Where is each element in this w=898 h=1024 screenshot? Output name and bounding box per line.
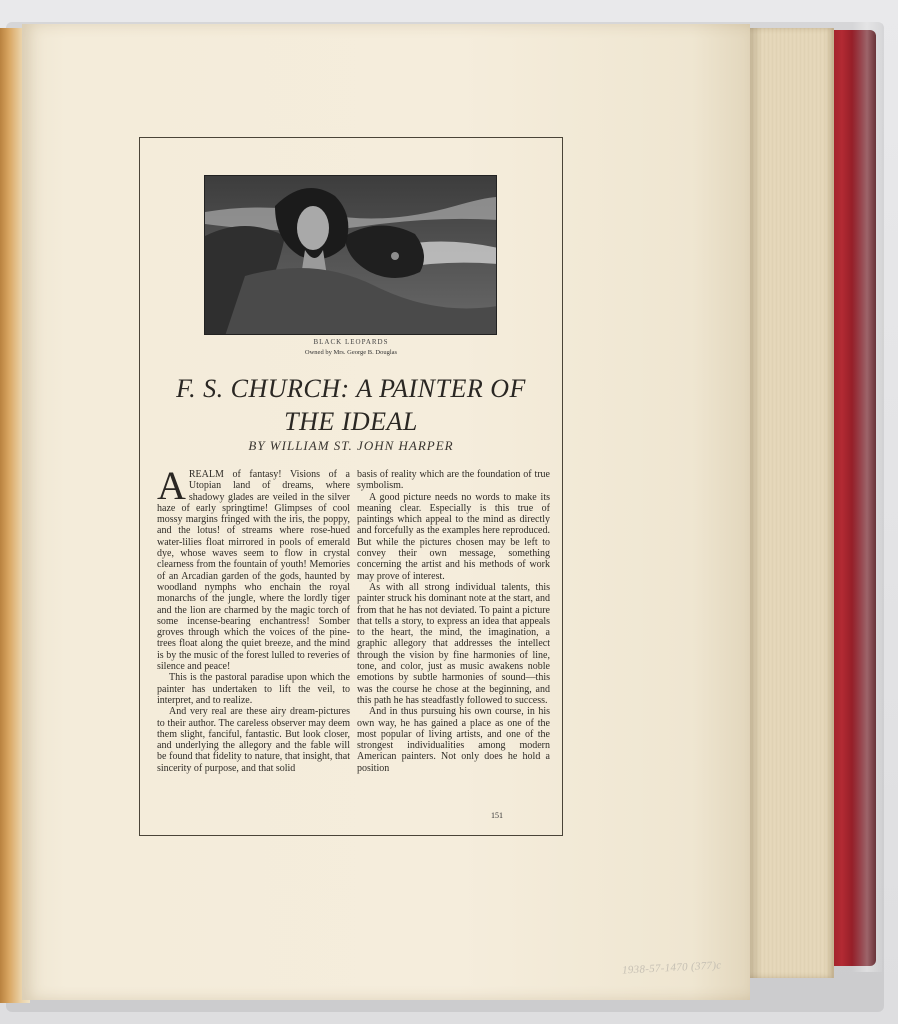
article-column-right [357, 469, 550, 774]
page-number: 151 [491, 811, 503, 820]
paragraph: This is the pastoral paradise upon which the painter has undertaken to lift the veil, to interpret, and to realize. [157, 672, 350, 706]
article-column-left [157, 463, 350, 774]
article-title-line-1: F. S. CHURCH: A PAINTER OF [176, 374, 526, 403]
paragraph: And very real are these airy dream-pictures to their author. The careless observer may deem them slight, fanciful, fantastic. But look closer, and underlying the allegory and the fable will be found that fidelity to nature, that insight, that sincerity of purpose, and that solid [157, 706, 350, 774]
article-title [139, 372, 563, 438]
paragraph-text: REALM of fantasy! Visions of a Utopian land of dreams, where shadowy glades are veiled in the silver haze of early springtime! Glimpses of cool mossy margins fringed with the iris, the poppy, and the lotus! of streams where rose-hued water-lilies float mirrored in pools of emerald dye, whose waves seem to flow in crystal clearness from the fountain of youth! Memories of an Arcadian garden of the gods, haunted by woodland nymphs who enchain the royal monarchs of the jungle, where the lordly tiger and the lion are charmed by the magic torch of some incense-bearing enchantress! Somber groves through which the voices of the pine-trees float along the quiet breeze, and the mind is by the music of the forest lulled to reveries of silence and peace! [157, 469, 350, 673]
page-stack-shade [748, 28, 762, 978]
illustration-caption-title: BLACK LEOPARDS [313, 338, 389, 346]
paragraph: A good picture needs no words to make its meaning clear. Especially is this true of paintings which appeal to the mind as directly and forcefully as the examples here reproduced. But while the pictures chosen may be left to convey their own message, something concerning the artist and his methods of work may prove of interest. [357, 491, 550, 582]
paragraph: As with all strong individual talents, this painter struck his dominant note at the start, and from that he has not deviated. To paint a picture that tells a story, to express an idea that appeals to the heart, the mind, the imagination, a graphic allegory that addresses the intellect through the vision by fine harmonies of line, tone, and color, just as music awakens noble emotions by subtle harmonies of sound—this was the course he chose at the beginning, and this path he has steadfastly followed to success. [357, 581, 550, 706]
illustration-image [205, 176, 497, 335]
plastic-sleeve [852, 22, 882, 972]
paragraph: And in thus pursuing his own course, in his own way, he has gained a place as one of the most popular of living artists, and one of the strongest individualities among modern American painters. Not only does he hold a position [357, 706, 550, 774]
black-leopards-illustration [204, 175, 497, 335]
article-title-line-2: THE IDEAL [284, 407, 418, 436]
article-byline: BY WILLIAM ST. JOHN HARPER [248, 438, 454, 453]
pencil-inventory-note: 1938-57-1470 (377)c [621, 959, 722, 977]
illustration-caption-owner: Owned by Mrs. George B. Douglas [304, 349, 398, 356]
paragraph [157, 463, 350, 673]
drop-cap: A [157, 463, 186, 508]
paragraph: basis of reality which are the foundation of true symbolism. [357, 469, 550, 492]
